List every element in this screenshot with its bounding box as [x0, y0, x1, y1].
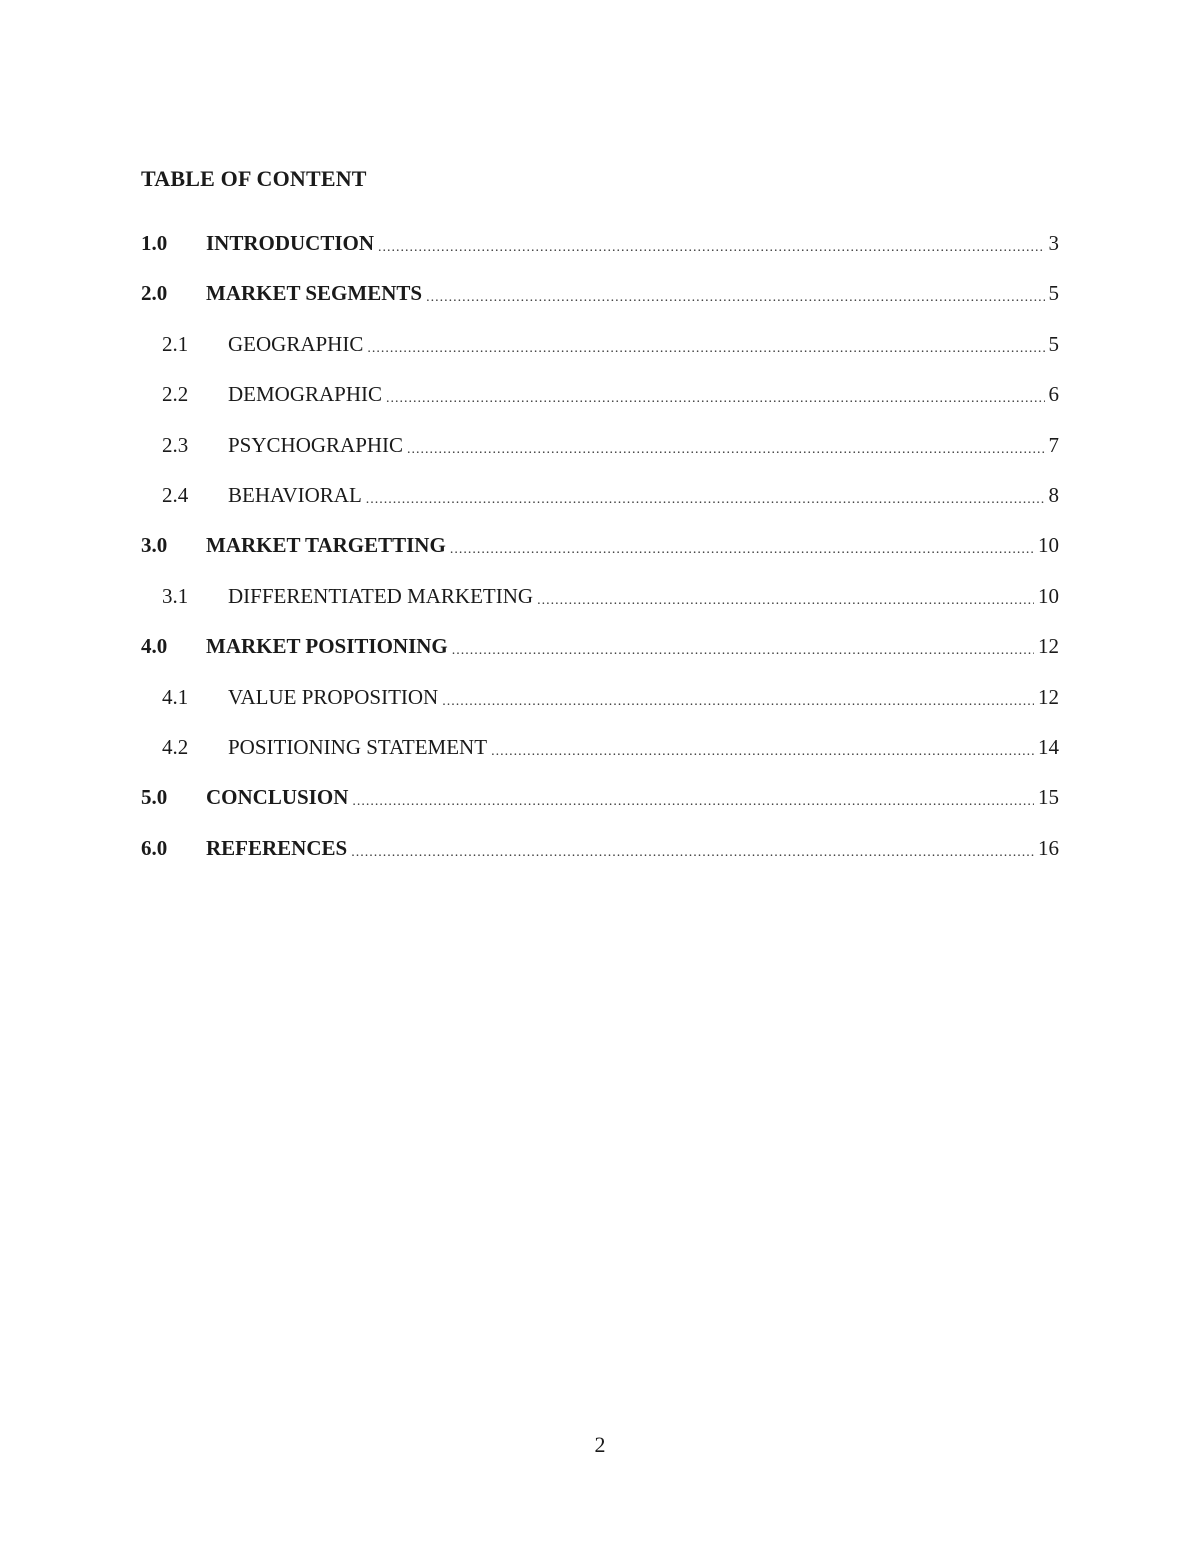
toc-dot-leader	[426, 278, 1044, 308]
toc-dot-leader	[386, 379, 1044, 409]
toc-entry-page: 16	[1038, 835, 1059, 860]
toc-entry-number: 3.1	[162, 583, 189, 608]
toc-entry[interactable]	[141, 581, 1059, 631]
toc-dot-leader	[366, 480, 1045, 510]
toc-entry-page: 12	[1038, 684, 1059, 709]
toc-entry-page: 5	[1048, 281, 1059, 306]
toc-dot-leader	[378, 228, 1044, 258]
toc-entry[interactable]	[141, 682, 1059, 732]
toc-entry-number: 3.0	[141, 533, 168, 558]
toc-dot-leader	[537, 581, 1034, 611]
toc-entry-page: 10	[1038, 533, 1059, 558]
page-number: 2	[594, 1432, 606, 1457]
toc-entry[interactable]	[141, 228, 1059, 278]
toc-entry-number: 2.4	[162, 482, 189, 507]
toc-entry-label: CONCLUSION	[206, 785, 349, 810]
toc-dot-leader	[452, 631, 1034, 661]
toc-dot-leader	[407, 430, 1044, 460]
toc-dot-leader	[491, 732, 1034, 762]
toc-dot-leader	[352, 782, 1034, 812]
toc-entry[interactable]	[141, 530, 1059, 580]
toc-entry-label: POSITIONING STATEMENT	[228, 734, 488, 759]
toc-entry[interactable]	[141, 732, 1059, 782]
toc-entry-page: 10	[1038, 583, 1059, 608]
toc-entry-number: 1.0	[141, 231, 168, 255]
toc-entry-number: 6.0	[141, 835, 168, 860]
toc-entry-page: 8	[1048, 482, 1059, 507]
toc-entry-page: 14	[1038, 734, 1059, 759]
toc-entry-label: MARKET SEGMENTS	[206, 281, 423, 306]
toc-entry-label: REFERENCES	[206, 835, 348, 860]
toc-entry[interactable]	[141, 480, 1059, 530]
toc-dot-leader	[442, 682, 1034, 712]
toc-entry[interactable]	[141, 278, 1059, 328]
toc-dot-leader	[450, 530, 1034, 560]
toc-entry[interactable]	[141, 631, 1059, 681]
toc-dot-leader	[367, 329, 1044, 359]
toc-list	[141, 228, 1059, 883]
toc-entry-page: 12	[1038, 634, 1059, 659]
toc-entry[interactable]	[141, 379, 1059, 429]
toc-entry-label: PSYCHOGRAPHIC	[228, 432, 404, 457]
toc-entry-number: 2.3	[162, 432, 189, 457]
toc-entry-page: 7	[1048, 432, 1059, 457]
toc-entry-label: GEOGRAPHIC	[228, 331, 364, 356]
toc-entry[interactable]	[141, 430, 1059, 480]
toc-entry-label: BEHAVIORAL	[228, 482, 362, 507]
toc-entry-label: INTRODUCTION	[206, 231, 375, 255]
toc-entry[interactable]	[141, 833, 1059, 883]
toc-entry-label: MARKET TARGETTING	[206, 533, 446, 558]
toc-entry-page: 5	[1048, 331, 1059, 356]
toc-entry-page: 15	[1038, 785, 1059, 810]
toc-entry-label: DIFFERENTIATED MARKETING	[228, 583, 534, 608]
toc-entry-number: 2.2	[162, 382, 189, 407]
toc-dot-leader	[351, 833, 1034, 863]
toc-entry-number: 4.2	[162, 734, 189, 759]
toc-entry[interactable]	[141, 329, 1059, 379]
toc-heading: TABLE OF CONTENT	[141, 166, 367, 191]
toc-entry-number: 2.0	[141, 281, 168, 306]
toc-entry-label: VALUE PROPOSITION	[228, 684, 439, 709]
toc-entry-number: 2.1	[162, 331, 189, 356]
toc-entry-page: 6	[1048, 382, 1059, 407]
toc-entry-number: 4.1	[162, 684, 189, 709]
toc-entry-page: 3	[1048, 231, 1059, 255]
toc-entry[interactable]	[141, 782, 1059, 832]
toc-entry-number: 5.0	[141, 785, 168, 810]
toc-entry-label: DEMOGRAPHIC	[228, 382, 383, 407]
toc-entry-number: 4.0	[141, 634, 168, 659]
toc-entry-label: MARKET POSITIONING	[206, 634, 448, 659]
